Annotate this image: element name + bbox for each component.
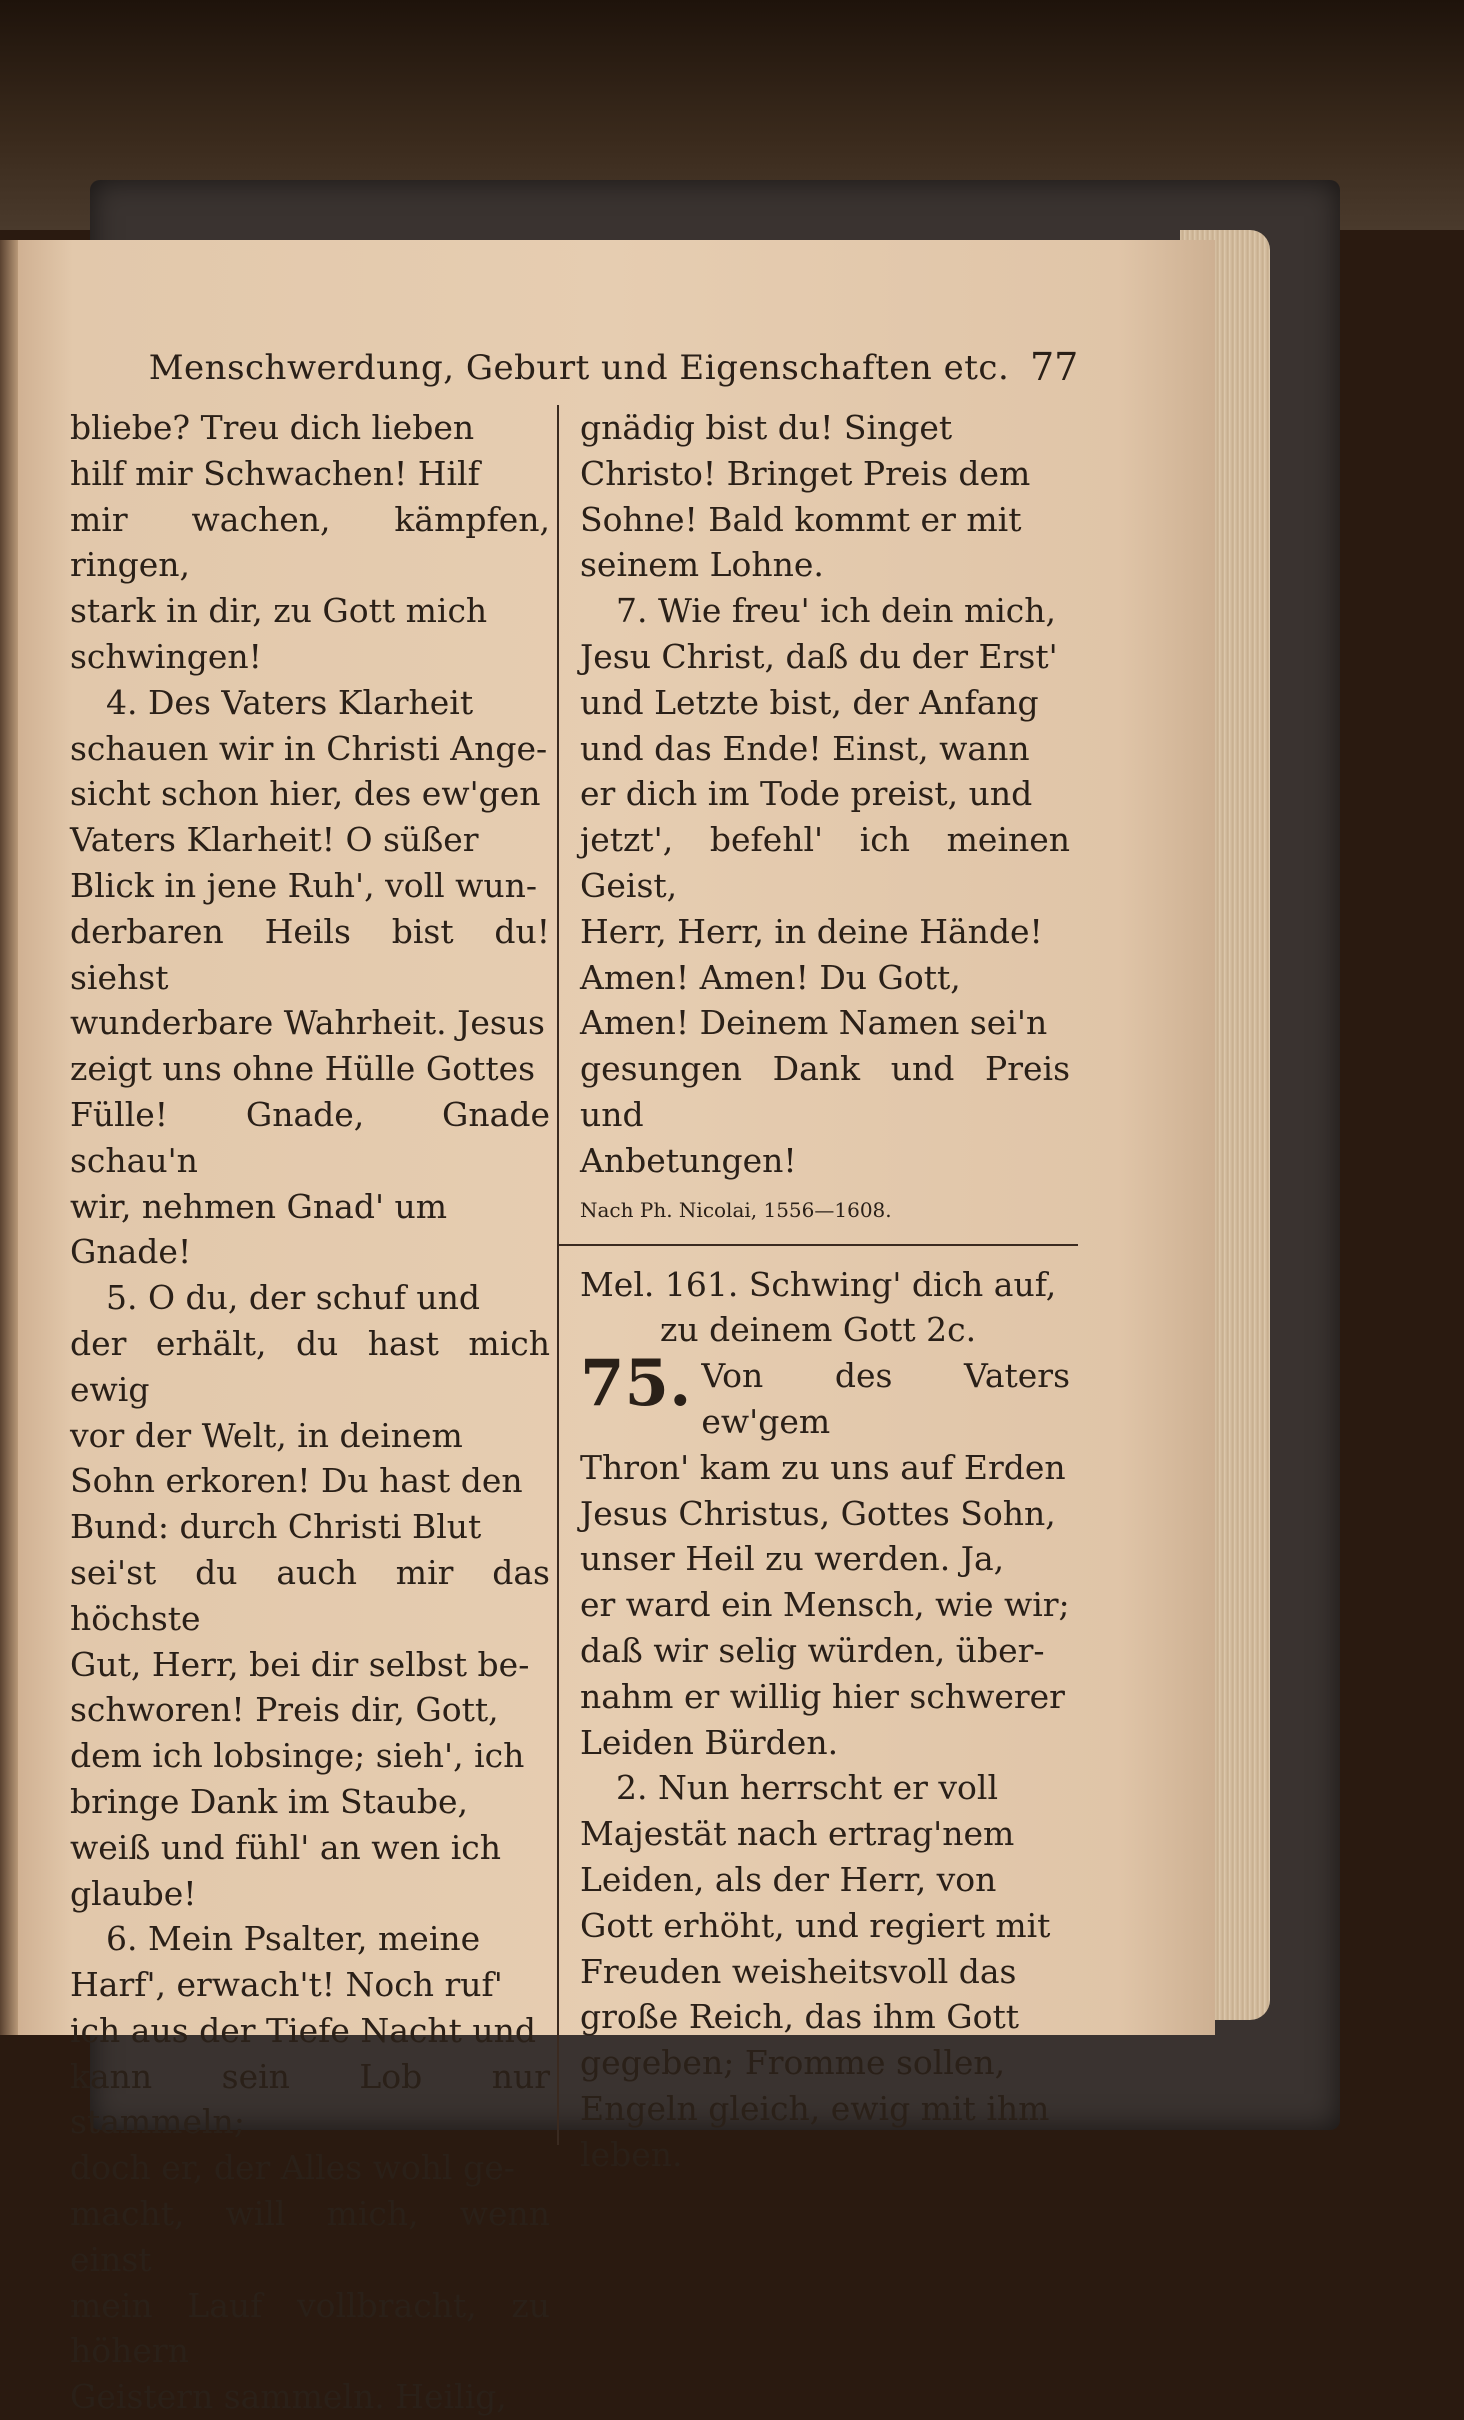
text-line: Freuden weisheitsvoll das (580, 1951, 1017, 1991)
text-line: seinem Lohne. (580, 545, 824, 585)
text-line: Blick in jene Ruh', voll wun- (70, 865, 538, 905)
text-line: nahm er willig hier schwerer (580, 1676, 1065, 1716)
text-line: Harf', erwach't! Noch ruf' (70, 1965, 503, 2005)
text-line: 4. Des Vaters Klarheit (106, 682, 474, 722)
text-line: wir, nehmen Gnad' um (70, 1186, 448, 1226)
text-line: dem ich lobsinge; sieh', ich (70, 1736, 525, 1776)
text-line: hilf mir Schwachen! Hilf (70, 453, 480, 493)
text-line: jetzt', befehl' ich meinen Geist, (580, 820, 1070, 905)
text-line: und das Ende! Einst, wann (580, 728, 1030, 768)
text-line: zeigt uns ohne Hülle Gottes (70, 1049, 536, 1089)
text-line: schauen wir in Christi Ange- (70, 728, 548, 768)
text-line: er ward ein Mensch, wie wir; (580, 1585, 1070, 1625)
text-line: vor der Welt, in deinem (70, 1415, 463, 1455)
author-credit: Nach Ph. Nicolai, 1556—1608. (580, 1197, 892, 1222)
text-line: gnädig bist du! Singet (580, 408, 953, 447)
melody-reference: Mel. 161. Schwing' dich auf, (580, 1264, 1057, 1304)
text-line: der erhält, du hast mich ewig (70, 1323, 550, 1409)
text-line: doch er, der Alles wohl ge- (70, 2148, 515, 2188)
text-line: Fülle! Gnade, Gnade schau'n (70, 1094, 550, 1180)
text-line: stark in dir, zu Gott mich (70, 591, 488, 631)
text-line: daß wir selig würden, über- (580, 1630, 1045, 1670)
text-line: Gott erhöht, und regiert mit (580, 1905, 1051, 1945)
text-line: Amen! Amen! Du Gott, (580, 957, 961, 997)
text-line: sei'st du auch mir das höchste (70, 1552, 550, 1638)
text-line: derbaren Heils bist du! siehst (70, 911, 550, 997)
text-line: unser Heil zu werden. Ja, (580, 1539, 1005, 1579)
right-column (580, 405, 1070, 2177)
text-line: leben. (580, 2134, 683, 2174)
page-gutter (0, 240, 18, 2035)
page-number: 77 (1030, 345, 1079, 389)
text-line: bliebe? Treu dich lieben (70, 408, 475, 447)
text-line: Jesu Christ, daß du der Erst' (580, 636, 1058, 676)
text-line: Amen! Deinem Namen sei'n (580, 1003, 1048, 1043)
text-line: Majestät nach ertrag'nem (580, 1814, 1015, 1854)
text-line: macht, will mich, wenn einst (70, 2194, 550, 2279)
text-line: 2. Nun herrscht er voll (616, 1768, 999, 1808)
text-line: wunderbare Wahrheit. Jesus (70, 1003, 545, 1043)
text-line: Engeln gleich, ewig mit ihm (580, 2088, 1050, 2128)
melody-reference-cont: zu deinem Gott 2c. (660, 1310, 977, 1350)
text-line: gegeben; Fromme sollen, (580, 2043, 1006, 2083)
left-column (70, 405, 550, 2420)
text-line: Christo! Bringet Preis dem (580, 453, 1031, 493)
text-line: sicht schon hier, des ew'gen (70, 774, 541, 814)
text-line: gesungen Dank und Preis und (580, 1049, 1070, 1134)
text-line: ich aus der Tiefe Nacht und (70, 2010, 537, 2050)
text-line: 7. Wie freu' ich dein mich, (616, 591, 1057, 631)
text-line: Gut, Herr, bei dir selbst be- (70, 1644, 530, 1684)
text-line: Von des Vaters ew'gem (701, 1356, 1070, 1441)
text-line: mein Lauf vollbracht, zu höhern (70, 2285, 550, 2371)
hymn-first-line (580, 1346, 1070, 1445)
text-line: Thron' kam zu uns auf Erden (580, 1447, 1066, 1487)
text-line: Geistern sammeln. Heilig, (70, 2377, 507, 2417)
column-rule (557, 405, 559, 2145)
text-line: 5. O du, der schuf und (106, 1278, 481, 1318)
section-separator (558, 1244, 1078, 1246)
text-line: Gnade! (70, 1232, 192, 1272)
text-line: Leiden, als der Herr, von (580, 1859, 997, 1899)
text-line: mir wachen, kämpfen, ringen, (70, 499, 550, 585)
text-line: weiß und fühl' an wen ich (70, 1827, 502, 1867)
text-line: kann sein Lob nur stammeln; (70, 2056, 550, 2142)
text-line: schwingen! (70, 636, 262, 676)
text-line: Jesus Christus, Gottes Sohn, (580, 1493, 1056, 1533)
text-line: Bund: durch Christi Blut (70, 1507, 482, 1547)
text-line: schworen! Preis dir, Gott, (70, 1690, 499, 1730)
hymn-number: 75. (580, 1346, 692, 1422)
book-page (0, 240, 1215, 2417)
text-line: und Letzte bist, der Anfang (580, 682, 1039, 722)
text-line: bringe Dank im Staube, (70, 1781, 468, 1821)
text-line: Sohne! Bald kommt er mit (580, 499, 1022, 539)
text-line: Anbetungen! (580, 1140, 797, 1180)
text-line: 6. Mein Psalter, meine (106, 1919, 481, 1959)
text-line: Vaters Klarheit! O süßer (70, 820, 479, 860)
text-line: Leiden Bürden. (580, 1722, 839, 1762)
text-line: Herr, Herr, in deine Hände! (580, 911, 1043, 951)
text-line: Sohn erkoren! Du hast den (70, 1461, 523, 1501)
text-line: glaube! (70, 1873, 197, 1913)
running-head: Menschwerdung, Geburt und Eigenschaften etc. (148, 348, 1010, 388)
text-line: er dich im Tode preist, und (580, 774, 1033, 814)
text-line: große Reich, das ihm Gott (580, 1997, 1020, 2037)
